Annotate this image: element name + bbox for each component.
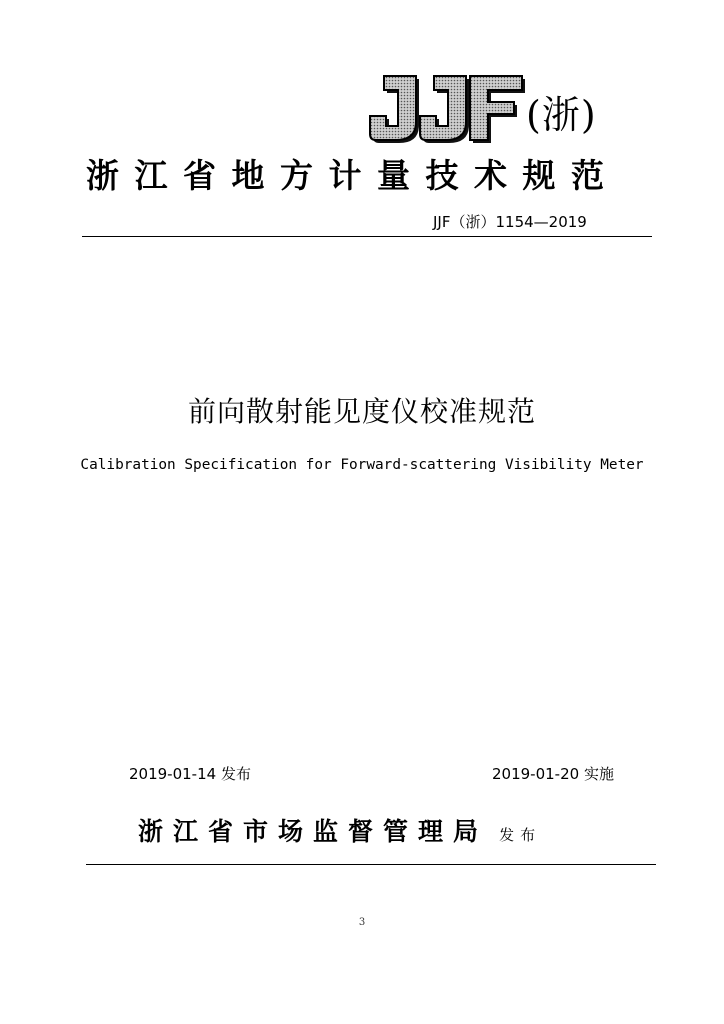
publisher-action: 发布 [499,826,542,844]
issuer-title: 浙江省地方计量技术规范 [86,156,620,195]
header-divider [82,236,652,237]
document-number: JJF（浙）1154—2019 [433,213,587,231]
document-title-english: Calibration Specification for Forward-scattering Visibility Meter [80,457,644,473]
publisher-name: 浙江省市场监督管理局 [138,817,489,846]
effective-date: 2019-01-20 实施 [492,765,614,783]
logo-suffix: (浙) [526,93,597,137]
footer-divider [86,864,656,865]
issue-date: 2019-01-14 发布 [129,765,251,783]
document-title-chinese: 前向散射能见度仪校准规范 [187,395,536,428]
publisher-line [138,812,541,848]
jjf-logo-icon [362,70,530,146]
page-number: 3 [358,917,366,928]
